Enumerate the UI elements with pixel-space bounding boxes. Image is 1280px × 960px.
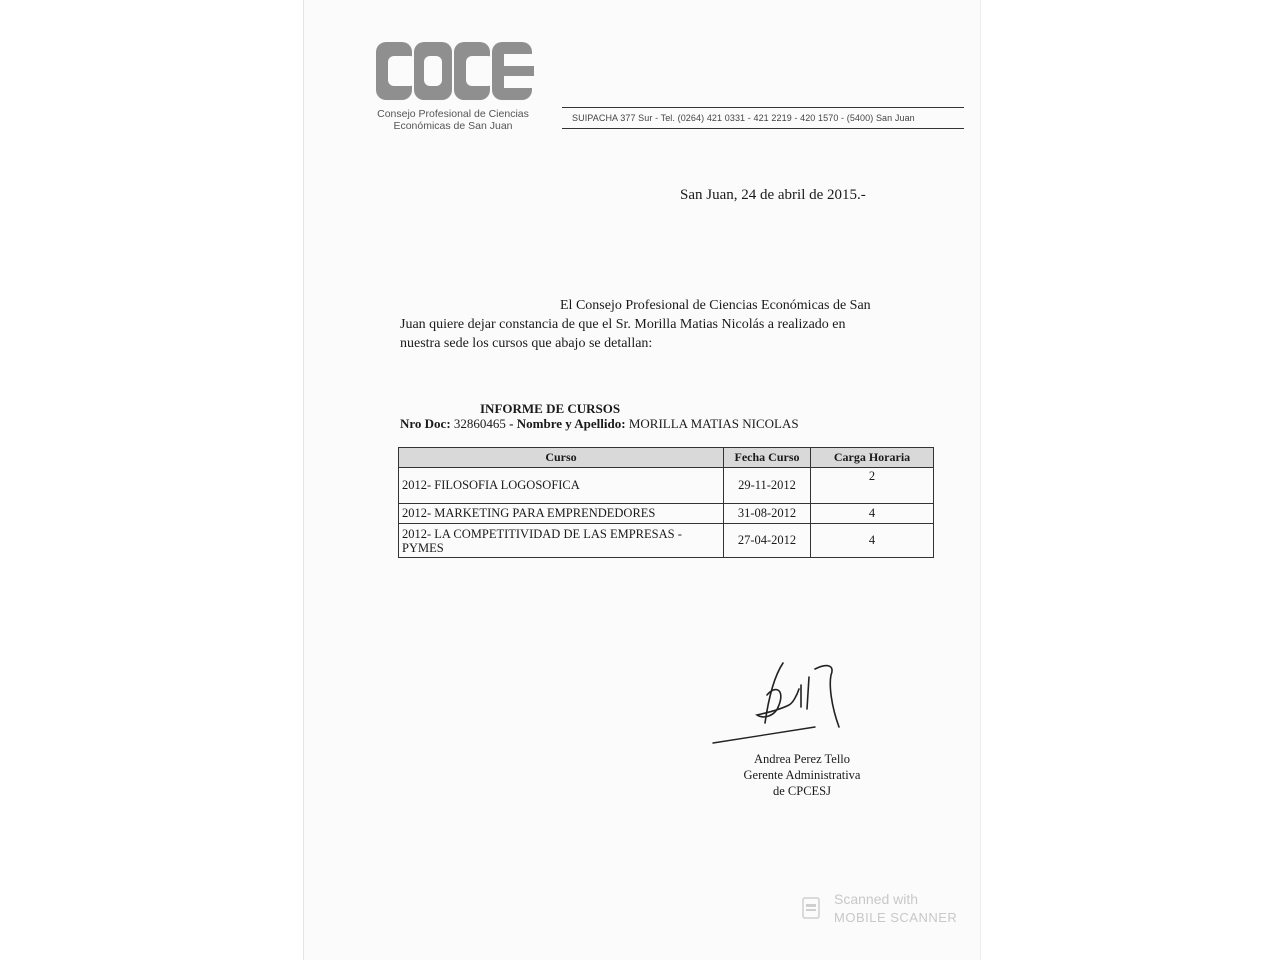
signer-block: [742, 751, 862, 799]
doc-label: Nro Doc:: [400, 416, 451, 431]
courses-table: [398, 447, 934, 558]
cpce-logo: [368, 38, 536, 108]
body-line-3: nuestra sede los cursos que abajo se detallan:: [400, 336, 653, 351]
col-header-hours: Carga Horaria: [811, 448, 934, 468]
watermark-line-1: Scanned with: [834, 891, 919, 907]
org-name-line2: Económicas de San Juan: [393, 120, 513, 132]
identity-line: [400, 416, 799, 432]
col-header-course: Curso: [399, 448, 724, 468]
course-hours: 2: [811, 468, 934, 504]
table-row: [399, 504, 934, 524]
course-date: 29-11-2012: [724, 468, 811, 504]
letter-date: San Juan, 24 de abril de 2015.-: [680, 187, 866, 203]
org-name-line1: Consejo Profesional de Ciencias: [377, 108, 529, 120]
col-header-date: Fecha Curso: [724, 448, 811, 468]
course-hours: 4: [811, 504, 934, 524]
signer-name: Andrea Perez Tello: [753, 752, 851, 766]
org-name: [368, 108, 538, 132]
table-row: [399, 524, 934, 558]
scanner-app-icon: [802, 897, 820, 919]
watermark-line-2: MOBILE SCANNER: [834, 910, 958, 925]
signer-role: Gerente Administrativa: [743, 768, 861, 782]
body-line-2: Juan quiere dejar constancia de que el Sr. Morilla Matias Nicolás a realizado en: [400, 317, 846, 332]
table-row: [399, 468, 934, 504]
doc-number: 32860465: [453, 416, 506, 431]
body-paragraph: [400, 296, 945, 353]
table-header-row: [399, 448, 934, 468]
course-date: 27-04-2012: [724, 524, 811, 558]
signer-org: de CPCESJ: [772, 784, 831, 798]
header-rule-bottom: [562, 128, 964, 129]
name-label: - Nombre y Apellido:: [509, 416, 626, 431]
course-name: 2012- FILOSOFIA LOGOSOFICA: [399, 468, 724, 504]
body-line-1: El Consejo Profesional de Ciencias Económicas de San: [560, 298, 871, 313]
course-name: 2012- MARKETING PARA EMPRENDEDORES: [399, 504, 724, 524]
header-rule-top: [562, 107, 964, 108]
course-name: 2012- LA COMPETITIVIDAD DE LAS EMPRESAS - PYMES: [399, 524, 724, 558]
handwritten-signature: [705, 655, 855, 745]
course-hours: 4: [811, 524, 934, 558]
report-title: INFORME DE CURSOS: [480, 401, 621, 416]
address-line: SUIPACHA 377 Sur - Tel. (0264) 421 0331 - 421 2219 - 420 1570 - (5400) San Juan: [572, 113, 915, 123]
full-name: MORILLA MATIAS NICOLAS: [628, 416, 799, 431]
course-date: 31-08-2012: [724, 504, 811, 524]
